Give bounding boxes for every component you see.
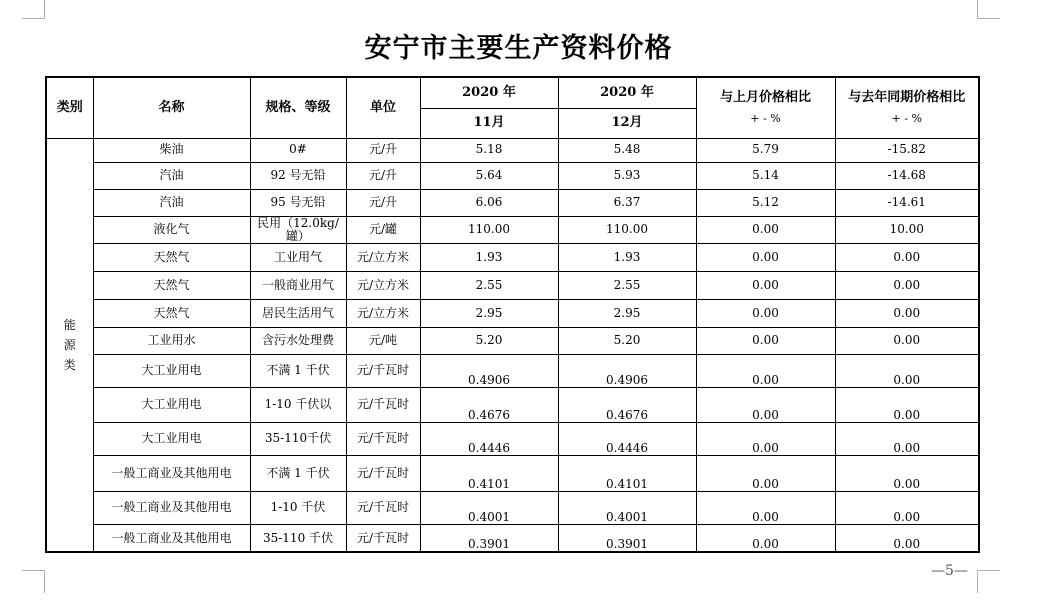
dec-price-cell: 5.93: [558, 162, 696, 189]
name-cell: 天然气: [93, 299, 250, 327]
dec-price-cell: 0.4446: [558, 422, 696, 455]
table-row: [46, 387, 979, 422]
nov-price-cell: 0.4446: [420, 422, 558, 455]
category-label: 能源类: [63, 317, 76, 372]
spec-cell: 一般商业用气: [250, 271, 346, 299]
unit-cell: 元/千瓦时: [346, 491, 420, 524]
mom-change-cell: 0.00: [696, 354, 835, 387]
name-cell: 汽油: [93, 189, 250, 216]
table-row: [46, 491, 979, 524]
nov-price-cell: 110.00: [420, 216, 558, 243]
name-cell: 大工业用电: [93, 354, 250, 387]
name-cell: 汽油: [93, 162, 250, 189]
mom-change-cell: 0.00: [696, 387, 835, 422]
nov-price-cell: 0.4906: [420, 354, 558, 387]
name-cell: 大工业用电: [93, 422, 250, 455]
header-mom: [696, 77, 835, 138]
mom-change-cell: 0.00: [696, 422, 835, 455]
spec-cell: 不满 1 千伏: [250, 455, 346, 491]
dec-price-cell: 0.4101: [558, 455, 696, 491]
table-row: [46, 422, 979, 455]
table-row: [46, 354, 979, 387]
category-cell: [46, 138, 93, 552]
header-mom-pct: + - %: [750, 111, 781, 125]
unit-cell: 元/升: [346, 189, 420, 216]
yoy-change-cell: 0.00: [835, 354, 979, 387]
nov-price-cell: 0.4676: [420, 387, 558, 422]
header-name: 名称: [93, 77, 250, 138]
mom-change-cell: 0.00: [696, 216, 835, 243]
table-row: [46, 243, 979, 271]
table-row: [46, 327, 979, 354]
unit-cell: 元/立方米: [346, 299, 420, 327]
table-row: [46, 455, 979, 491]
header-col-a-month: 11月: [420, 108, 558, 138]
name-cell: 一般工商业及其他用电: [93, 524, 250, 552]
name-cell: 一般工商业及其他用电: [93, 491, 250, 524]
yoy-change-cell: 0.00: [835, 422, 979, 455]
spec-cell: 95 号无铅: [250, 189, 346, 216]
name-cell: 工业用水: [93, 327, 250, 354]
unit-cell: 元/立方米: [346, 271, 420, 299]
mom-change-cell: 5.14: [696, 162, 835, 189]
name-cell: 大工业用电: [93, 387, 250, 422]
nov-price-cell: 0.3901: [420, 524, 558, 552]
name-cell: 天然气: [93, 243, 250, 271]
mom-change-cell: 5.12: [696, 189, 835, 216]
header-col-b-year: 2020 年: [558, 77, 696, 108]
header-yoy-pct: + - %: [891, 111, 922, 125]
name-cell: 柴油: [93, 138, 250, 162]
spec-cell: 居民生活用气: [250, 299, 346, 327]
unit-cell: 元/千瓦时: [346, 387, 420, 422]
header-unit: 单位: [346, 77, 420, 138]
page-title: 安宁市主要生产资料价格: [364, 33, 673, 64]
yoy-change-cell: 0.00: [835, 387, 979, 422]
header-yoy: [835, 77, 979, 138]
dec-price-cell: 0.4001: [558, 491, 696, 524]
dec-price-cell: 0.4906: [558, 354, 696, 387]
crop-mark-bottom-right: [977, 570, 1000, 593]
mom-change-cell: 0.00: [696, 243, 835, 271]
spec-cell: 1-10 千伏: [250, 491, 346, 524]
nov-price-cell: 6.06: [420, 189, 558, 216]
nov-price-cell: 5.64: [420, 162, 558, 189]
spec-cell: 民用（12.0kg/罐）: [250, 216, 346, 243]
yoy-change-cell: -14.68: [835, 162, 979, 189]
yoy-change-cell: 0.00: [835, 299, 979, 327]
spec-cell: 35-110千伏: [250, 422, 346, 455]
unit-cell: 元/升: [346, 162, 420, 189]
table-row: [46, 271, 979, 299]
header-spec: 规格、等级: [250, 77, 346, 138]
mom-change-cell: 5.79: [696, 138, 835, 162]
spec-cell: 不满 1 千伏: [250, 354, 346, 387]
table-row: [46, 189, 979, 216]
nov-price-cell: 0.4001: [420, 491, 558, 524]
yoy-change-cell: 0.00: [835, 271, 979, 299]
spec-cell: 含污水处理费: [250, 327, 346, 354]
name-cell: 天然气: [93, 271, 250, 299]
crop-mark-bottom-left: [22, 570, 45, 593]
table-header-row: [46, 77, 979, 108]
mom-change-cell: 0.00: [696, 491, 835, 524]
table-row: [46, 299, 979, 327]
yoy-change-cell: -14.61: [835, 189, 979, 216]
unit-cell: 元/千瓦时: [346, 354, 420, 387]
dec-price-cell: 0.3901: [558, 524, 696, 552]
header-mom-label: 与上月价格相比: [719, 89, 811, 105]
table-row: [46, 524, 979, 552]
mom-change-cell: 0.00: [696, 271, 835, 299]
dec-price-cell: 2.95: [558, 299, 696, 327]
spec-cell: 35-110 千伏: [250, 524, 346, 552]
mom-change-cell: 0.00: [696, 327, 835, 354]
spec-cell: 0#: [250, 138, 346, 162]
header-category: 类别: [46, 77, 93, 138]
nov-price-cell: 5.18: [420, 138, 558, 162]
header-yoy-label: 与去年同期价格相比: [848, 89, 966, 105]
yoy-change-cell: 0.00: [835, 491, 979, 524]
table-row: [46, 216, 979, 243]
dec-price-cell: 5.20: [558, 327, 696, 354]
page-number: —5—: [931, 563, 968, 579]
dec-price-cell: 1.93: [558, 243, 696, 271]
price-table: [45, 76, 980, 553]
spec-cell: 92 号无铅: [250, 162, 346, 189]
yoy-change-cell: 0.00: [835, 455, 979, 491]
dec-price-cell: 5.48: [558, 138, 696, 162]
dec-price-cell: 6.37: [558, 189, 696, 216]
unit-cell: 元/千瓦时: [346, 455, 420, 491]
spec-cell: 工业用气: [250, 243, 346, 271]
yoy-change-cell: 10.00: [835, 216, 979, 243]
nov-price-cell: 5.20: [420, 327, 558, 354]
nov-price-cell: 2.55: [420, 271, 558, 299]
unit-cell: 元/千瓦时: [346, 524, 420, 552]
yoy-change-cell: 0.00: [835, 327, 979, 354]
unit-cell: 元/升: [346, 138, 420, 162]
crop-mark-top-right: [977, 0, 1000, 19]
unit-cell: 元/吨: [346, 327, 420, 354]
name-cell: 液化气: [93, 216, 250, 243]
unit-cell: 元/千瓦时: [346, 422, 420, 455]
spec-cell: 1-10 千伏以: [250, 387, 346, 422]
table-row: [46, 162, 979, 189]
crop-mark-top-left: [22, 0, 45, 19]
table-row: [46, 138, 979, 162]
yoy-change-cell: 0.00: [835, 243, 979, 271]
unit-cell: 元/立方米: [346, 243, 420, 271]
dec-price-cell: 2.55: [558, 271, 696, 299]
dec-price-cell: 110.00: [558, 216, 696, 243]
header-col-a-year: 2020 年: [420, 77, 558, 108]
yoy-change-cell: -15.82: [835, 138, 979, 162]
nov-price-cell: 2.95: [420, 299, 558, 327]
mom-change-cell: 0.00: [696, 524, 835, 552]
name-cell: 一般工商业及其他用电: [93, 455, 250, 491]
nov-price-cell: 1.93: [420, 243, 558, 271]
mom-change-cell: 0.00: [696, 455, 835, 491]
nov-price-cell: 0.4101: [420, 455, 558, 491]
unit-cell: 元/罐: [346, 216, 420, 243]
header-col-b-month: 12月: [558, 108, 696, 138]
mom-change-cell: 0.00: [696, 299, 835, 327]
dec-price-cell: 0.4676: [558, 387, 696, 422]
yoy-change-cell: 0.00: [835, 524, 979, 552]
